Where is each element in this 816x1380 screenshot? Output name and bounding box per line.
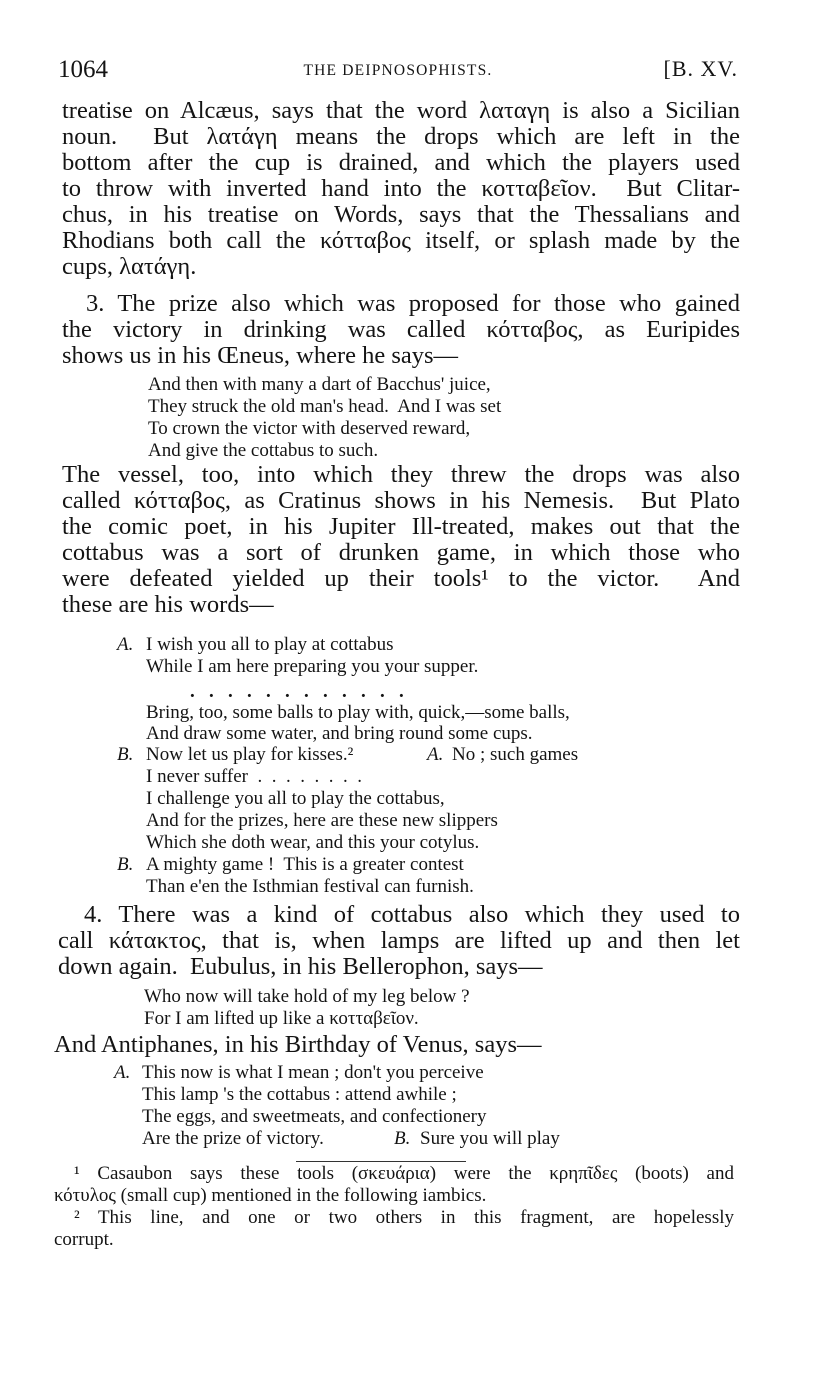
verse-line: This lamp 's the cottabus : attend awhile ; bbox=[142, 1084, 457, 1105]
text-line: shows us in his Œneus, where he says— bbox=[62, 342, 459, 369]
verse-line: Than e'en the Isthmian festival can furnish. bbox=[146, 876, 474, 897]
verse-line: Who now will take hold of my leg below ? bbox=[144, 986, 470, 1007]
text-line: down again. Eubulus, in his Bellerophon, says— bbox=[58, 953, 543, 980]
text-line: noun. But λατάγη means the drops which are left in the bbox=[62, 123, 740, 150]
verse-line: No ; such games bbox=[452, 744, 579, 765]
text-line: called κότταβος, as Cratinus shows in his Nemesis. But Plato bbox=[62, 487, 740, 514]
footnote-line: ¹ Casaubon says these tools (σκευάρια) were the κρηπῖδες (boots) and bbox=[74, 1163, 734, 1184]
verse-line: I challenge you all to play the cottabus, bbox=[146, 788, 445, 809]
text-line: the comic poet, in his Jupiter Ill-treated, makes out that the bbox=[62, 513, 740, 540]
text-line: the victory in drinking was called κότταβος, as Euripides bbox=[62, 316, 740, 343]
text-line: bottom after the cup is drained, and which the players used bbox=[62, 149, 740, 176]
verse-line: Which she doth wear, and this your cotylus. bbox=[146, 832, 480, 853]
text-line: chus, in his treatise on Words, says that the Thessalians and bbox=[62, 201, 740, 228]
verse-line: And then with many a dart of Bacchus' juice, bbox=[148, 374, 491, 395]
footnote-line: κότυλος (small cup) mentioned in the following iambics. bbox=[54, 1185, 487, 1206]
speaker-label: B. bbox=[394, 1128, 411, 1149]
footnote-line: corrupt. bbox=[54, 1229, 114, 1250]
footnote-rule bbox=[296, 1161, 466, 1162]
text-line: Rhodians both call the κότταβος itself, or splash made by the bbox=[62, 227, 740, 254]
footnote-line: ² This line, and one or two others in this fragment, are hopelessly bbox=[74, 1207, 734, 1228]
text-line: cottabus was a sort of drunken game, in which those who bbox=[62, 539, 740, 566]
verse-line: Sure you will play bbox=[420, 1128, 560, 1149]
verse-line: They struck the old man's head. And I was set bbox=[148, 396, 502, 417]
verse-line: And give the cottabus to such. bbox=[148, 440, 379, 461]
ellipsis-dots: . . . . . . . . . . . . bbox=[190, 681, 404, 702]
verse-line: To crown the victor with deserved reward, bbox=[148, 418, 471, 439]
verse-line: And for the prizes, here are these new slippers bbox=[146, 810, 498, 831]
text-line: The vessel, too, into which they threw the drops was also bbox=[62, 461, 740, 488]
speaker-label: A. bbox=[427, 744, 444, 765]
page-number: 1064 bbox=[58, 56, 108, 83]
speaker-label: B. bbox=[117, 854, 134, 875]
text-line: 3. The prize also which was proposed for those who gained bbox=[86, 290, 740, 317]
text-line: And Antiphanes, in his Birthday of Venus, says— bbox=[54, 1031, 542, 1058]
running-header bbox=[58, 56, 738, 86]
speaker-label: A. bbox=[117, 634, 134, 655]
book-marker: [B. XV. bbox=[663, 56, 738, 81]
verse-line: While I am here preparing you your supper. bbox=[146, 656, 479, 677]
text-line: call κάτακτος, that is, when lamps are lifted up and then let bbox=[58, 927, 740, 954]
speaker-label: B. bbox=[117, 744, 134, 765]
verse-line: Bring, too, some balls to play with, quick,—some balls, bbox=[146, 702, 570, 723]
text-line: were defeated yielded up their tools¹ to the victor. And bbox=[62, 565, 740, 592]
verse-line: Now let us play for kisses.² bbox=[146, 744, 354, 765]
verse-line: I wish you all to play at cottabus bbox=[146, 634, 394, 655]
verse-line: The eggs, and sweetmeats, and confectionery bbox=[142, 1106, 487, 1127]
verse-line: This now is what I mean ; don't you perceive bbox=[142, 1062, 484, 1083]
text-line: cups, λατάγη. bbox=[62, 253, 197, 280]
verse-line: A mighty game ! This is a greater contest bbox=[146, 854, 464, 875]
text-line: treatise on Alcæus, says that the word λαταγη is also a Sicilian bbox=[62, 97, 740, 124]
text-line: 4. There was a kind of cottabus also which they used to bbox=[84, 901, 740, 928]
text-line: to throw with inverted hand into the κοτταβεῖον. But Clitar- bbox=[62, 175, 740, 202]
verse-line: And draw some water, and bring round some cups. bbox=[146, 723, 533, 744]
verse-line: Are the prize of victory. bbox=[142, 1128, 324, 1149]
verse-line: I never suffer . . . . . . . . bbox=[146, 766, 362, 787]
running-title: THE DEIPNOSOPHISTS. bbox=[303, 62, 493, 79]
verse-line: For I am lifted up like a κοτταβεῖον. bbox=[144, 1008, 419, 1029]
speaker-label: A. bbox=[114, 1062, 131, 1083]
text-line: these are his words— bbox=[62, 591, 274, 618]
